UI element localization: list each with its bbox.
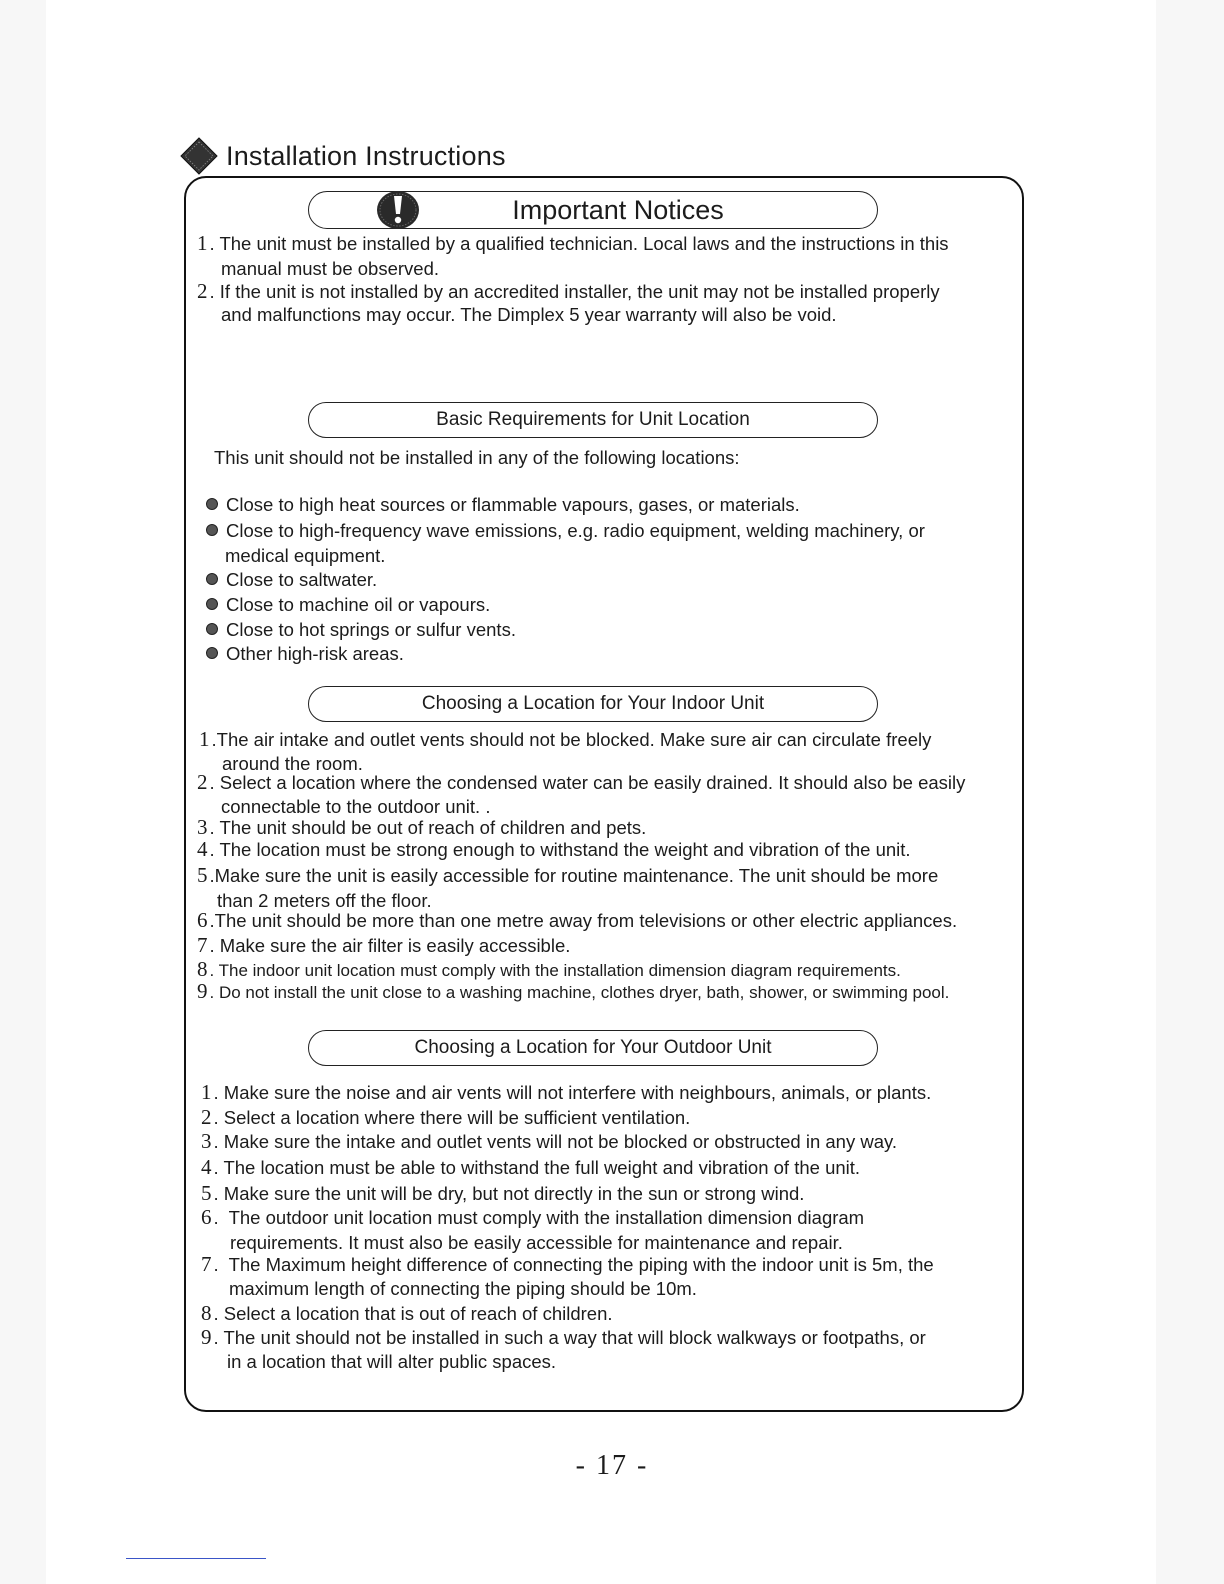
warning-icon <box>375 190 421 230</box>
outdoor-item-5: 5 . Make sure the unit will be dry, but not directly in the sun or strong wind. <box>201 1181 805 1205</box>
outdoor-item-9-cont: in a location that will alter public spaces. <box>227 1351 557 1372</box>
page-title-text: Installation Instructions <box>226 140 506 171</box>
indoor-item-3: 3 . The unit should be out of reach of children and pets. <box>197 815 647 839</box>
outdoor-item-2: 2 . Select a location where there will be sufficient ventilation. <box>201 1105 691 1129</box>
indoor-item-9: 9 . Do not install the unit close to a washing machine, clothes dryer, bath, shower, or swimming pool. <box>197 979 950 1003</box>
outdoor-item-3: 3 . Make sure the intake and outlet vents will not be blocked or obstructed in any way. <box>201 1129 898 1153</box>
indoor-unit-header <box>308 686 878 722</box>
basic-bullet-2: Close to high-frequency wave emissions, e.g. radio equipment, welding machinery, or <box>206 519 925 542</box>
important-item-2: 2 . If the unit is not installed by an accredited installer, the unit may not be installed properly <box>197 279 940 303</box>
footer-divider <box>126 1558 266 1559</box>
indoor-item-4: 4 . The location must be strong enough to withstand the weight and vibration of the unit. <box>197 837 911 861</box>
outdoor-item-7-cont: maximum length of connecting the piping should be 10m. <box>229 1278 697 1299</box>
indoor-item-1-cont: around the room. <box>222 753 363 774</box>
indoor-item-1: 1 .The air intake and outlet vents should not be blocked. Make sure air can circulate freely <box>199 727 932 751</box>
bullet-icon <box>206 647 218 659</box>
bullet-icon <box>206 498 218 510</box>
page-title <box>180 136 506 176</box>
outdoor-unit-header <box>308 1030 878 1066</box>
indoor-item-8: 8 . The indoor unit location must comply with the installation dimension diagram requirements. <box>197 957 901 981</box>
outdoor-item-4: 4 . The location must be able to withstand the full weight and vibration of the unit. <box>201 1155 861 1179</box>
basic-bullet-3: Close to saltwater. <box>206 568 377 591</box>
indoor-item-2: 2 . Select a location where the condensed water can be easily drained. It should also be easily <box>197 770 966 794</box>
indoor-item-2-cont: connectable to the outdoor unit. . <box>221 796 491 817</box>
outdoor-item-8: 8 . Select a location that is out of reach of children. <box>201 1301 613 1325</box>
indoor-item-5-cont: than 2 meters off the floor. <box>217 890 432 911</box>
indoor-unit-heading: Choosing a Location for Your Indoor Unit <box>421 693 765 714</box>
indoor-item-6: 6 .The unit should be more than one metre away from televisions or other electric appliances. <box>197 908 958 932</box>
outdoor-item-7: 7 . The Maximum height difference of connecting the piping with the indoor unit is 5m, the <box>201 1252 934 1276</box>
important-notices-header <box>308 191 878 229</box>
bullet-icon <box>206 623 218 635</box>
basic-requirements-heading: Basic Requirements for Unit Location <box>436 409 750 430</box>
important-item-1: 1 . The unit must be installed by a qualified technician. Local laws and the instructions in this <box>197 231 949 255</box>
bullet-icon <box>206 573 218 585</box>
outdoor-item-6: 6 . The outdoor unit location must comply with the installation dimension diagram <box>201 1205 865 1229</box>
basic-intro: This unit should not be installed in any of the following locations: <box>214 447 740 468</box>
basic-bullet-5: Close to hot springs or sulfur vents. <box>206 618 516 641</box>
bullet-icon <box>206 524 218 536</box>
basic-bullet-1: Close to high heat sources or flammable vapours, gases, or materials. <box>206 493 800 516</box>
basic-bullet-6: Other high-risk areas. <box>206 642 404 665</box>
important-notices-heading: Important Notices <box>512 194 724 225</box>
outdoor-unit-heading: Choosing a Location for Your Outdoor Unit <box>414 1037 772 1058</box>
bullet-icon <box>206 598 218 610</box>
basic-requirements-header <box>308 402 878 438</box>
page-number: - 17 - <box>575 1450 649 1481</box>
basic-bullet-2-cont: medical equipment. <box>225 545 386 566</box>
indoor-item-5: 5 .Make sure the unit is easily accessible for routine maintenance. The unit should be more <box>197 863 939 887</box>
important-item-2-cont: and malfunctions may occur. The Dimplex 5 year warranty will also be void. <box>221 304 837 325</box>
diamond-bullet-icon <box>180 137 218 175</box>
outdoor-item-6-cont: requirements. It must also be easily accessible for maintenance and repair. <box>230 1232 843 1253</box>
basic-bullet-4: Close to machine oil or vapours. <box>206 593 490 616</box>
outdoor-item-1: 1 . Make sure the noise and air vents will not interfere with neighbours, animals, or plants. <box>201 1080 932 1104</box>
indoor-item-7: 7 . Make sure the air filter is easily accessible. <box>197 933 571 957</box>
outdoor-item-9: 9 . The unit should not be installed in such a way that will block walkways or footpaths, or <box>201 1325 926 1349</box>
important-item-1-cont: manual must be observed. <box>221 258 440 279</box>
